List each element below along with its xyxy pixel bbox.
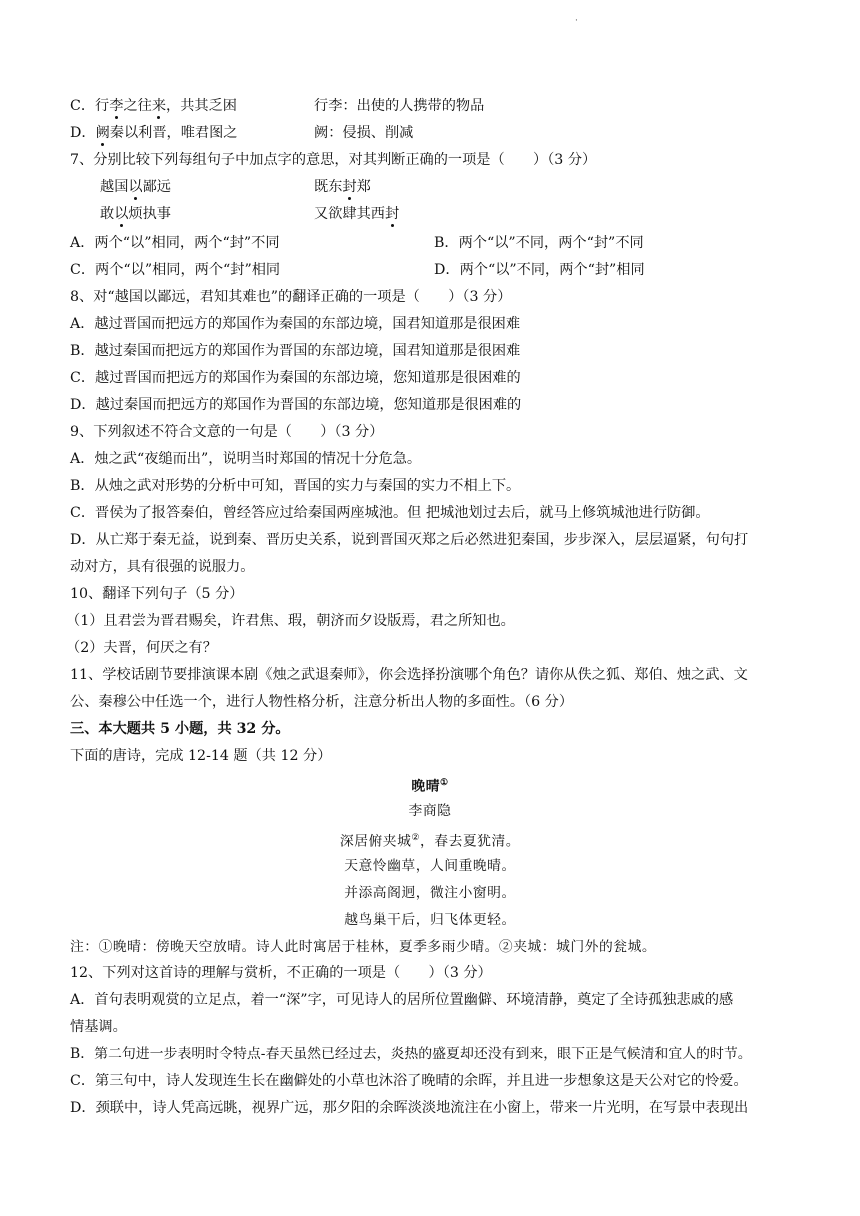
dotted-char: 以 (114, 206, 129, 222)
q6-option-c (70, 96, 237, 116)
q7-option-b: B．两个“以”不同，两个“封”不同 (434, 235, 644, 251)
q12-option-d: D．颈联中，诗人凭高远眺，视界广远，那夕阳的余晖淡淡地流注在小窗上，带来一片光明，在写景中表现出 (70, 1100, 749, 1116)
q12-option-b: B．第二句进一步表明时令特点-春天虽然已经过去，炎热的盛夏却还没有到来，眼下正是气候清和宜人的时节。 (70, 1046, 752, 1062)
text: 鄙远 (142, 179, 171, 195)
text: ，春去夏犹清。 (419, 833, 521, 850)
poem-author: 李商隐 (408, 803, 452, 819)
q7-option-d: D．两个“以”不同，两个“封”相同 (434, 262, 645, 278)
q6-option-c-gloss: 行李：出使的人携带的物品 (314, 98, 485, 114)
q9-stem: 9、下列叙述不符合文意的一句是（ ）（3 分） (70, 424, 384, 440)
text: 敢 (100, 206, 115, 222)
dotted-char: 李 (109, 98, 124, 114)
poem-notes: 注：①晚晴：傍晚天空放晴。诗人此时寓居于桂林，夏季多雨少晴。②夹城：城门外的瓮城。 (70, 939, 657, 955)
poem-line-3: 并添高阁迥，微注小窗明。 (344, 885, 516, 901)
text: 既东 (314, 179, 343, 195)
text: 深居俯夹城 (339, 833, 412, 850)
q9-option-a: A．烛之武“夜缒而出”，说明当时郑国的情况十分危急。 (70, 451, 422, 467)
q8-option-d: D．越过秦国而把远方的郑国作为晋国的东部边境，您知道那是很困难的 (70, 397, 522, 413)
text: C．行 (70, 98, 110, 114)
text: ，共其乏困 (166, 98, 237, 114)
q10-sentence-1: （1）且君尝为晋君赐矣，许君焦、瑕，朝济而夕设版焉，君之所知也。 (66, 613, 515, 629)
q8-option-b: B．越过秦国而把远方的郑国作为晋国的东部边境，国君知道那是很困难 (70, 343, 521, 359)
q7-option-c: C．两个“以”相同，两个“封”相同 (70, 262, 281, 278)
poem-line-1 (0, 828, 860, 852)
q6-option-d (70, 123, 237, 143)
text: 秦以利晋，唯君图之 (109, 125, 238, 141)
q7-pair2-left (100, 204, 171, 224)
q7-pair2-right (314, 204, 399, 224)
footnote-marker: ② (411, 833, 420, 843)
poem-title-text: 晚晴 (411, 778, 440, 795)
q12-option-c: C．第三句中，诗人发现连生长在幽僻处的小草也沐浴了晚晴的余晖，并且进一步想象这是天公对它的怜爱。 (70, 1073, 748, 1089)
dotted-char: 封 (342, 179, 357, 195)
q12-option-a-line1: A．首句表明观赏的立足点，着一“深”字，可见诗人的居所位置幽僻、环境清静，奠定了全诗孤独悲戚的感 (70, 992, 734, 1008)
poem-line-4: 越鸟巢干后，归飞体更轻。 (344, 912, 516, 928)
q7-pair1-right (314, 177, 371, 197)
q9-option-d-line1: D．从亡郑于秦无益，说到秦、晋历史关系，说到晋国灭郑之后必然进犯秦国，步步深入，层层逼紧，句句打 (70, 532, 749, 548)
q7-stem: 7、分别比较下列每组句子中加点字的意思，对其判断正确的一项是（ ）（3 分） (70, 152, 597, 168)
q7-option-a: A．两个“以”相同，两个“封”不同 (70, 235, 280, 251)
text: 烦执事 (128, 206, 171, 222)
q9-option-c: C．晋侯为了报答秦伯，曾经答应过给秦国两座城池。但 把城池划过去后，就马上修筑城池进行防御。 (70, 505, 710, 521)
q8-option-c: C．越过晋国而把远方的郑国作为秦国的东部边境，您知道那是很困难的 (70, 370, 521, 386)
q7-pair1-left (100, 177, 171, 197)
q8-stem: 8、对“越国以鄙远，君知其难也”的翻译正确的一项是（ ）（3 分） (70, 289, 512, 305)
dotted-char: 以 (128, 179, 143, 195)
q12-option-a-line2: 情基调。 (70, 1019, 127, 1035)
text: 郑 (356, 179, 371, 195)
q10-sentence-2: （2）夫晋，何厌之有？ (66, 640, 217, 656)
footnote-marker: ① (440, 778, 449, 788)
q8-option-a: A．越过晋国而把远方的郑国作为秦国的东部边境，国君知道那是很困难 (70, 316, 521, 332)
q11-line1: 11、学校话剧节要排演课本剧《烛之武退秦师》，你会选择扮演哪个角色？请你从佚之狐、郑伯、烛之武、文 (70, 667, 748, 683)
text: 又欲肆其西 (314, 206, 385, 222)
dotted-char: 阙 (95, 125, 110, 141)
text: 之往 (123, 98, 152, 114)
dotted-char: 封 (384, 206, 400, 222)
poem-line-2: 天意怜幽草，人间重晚晴。 (344, 858, 516, 874)
dotted-char: 来 (151, 98, 167, 114)
section-intro: 下面的唐诗，完成 12-14 题（共 12 分） (70, 748, 332, 764)
page-mark: · (575, 16, 578, 26)
poem-title (0, 773, 860, 797)
q10-stem: 10、翻译下列句子（5 分） (70, 586, 244, 602)
text: D． (70, 125, 96, 141)
q9-option-d-line2: 动对方，具有很强的说服力。 (70, 559, 255, 575)
q9-option-b: B．从烛之武对形势的分析中可知，晋国的实力与秦国的实力不相上下。 (70, 478, 521, 494)
text: 越国 (100, 179, 129, 195)
q11-line2: 公、秦穆公中任选一个，进行人物性格分析，注意分析出人物的多面性。（6 分） (70, 694, 574, 710)
section-heading: 三、本大题共 5 小题，共 32 分。 (70, 721, 290, 737)
q6-option-d-gloss: 阙：侵损、削减 (314, 125, 414, 141)
q12-stem: 12、下列对这首诗的理解与赏析，不正确的一项是（ ）（3 分） (70, 965, 492, 981)
